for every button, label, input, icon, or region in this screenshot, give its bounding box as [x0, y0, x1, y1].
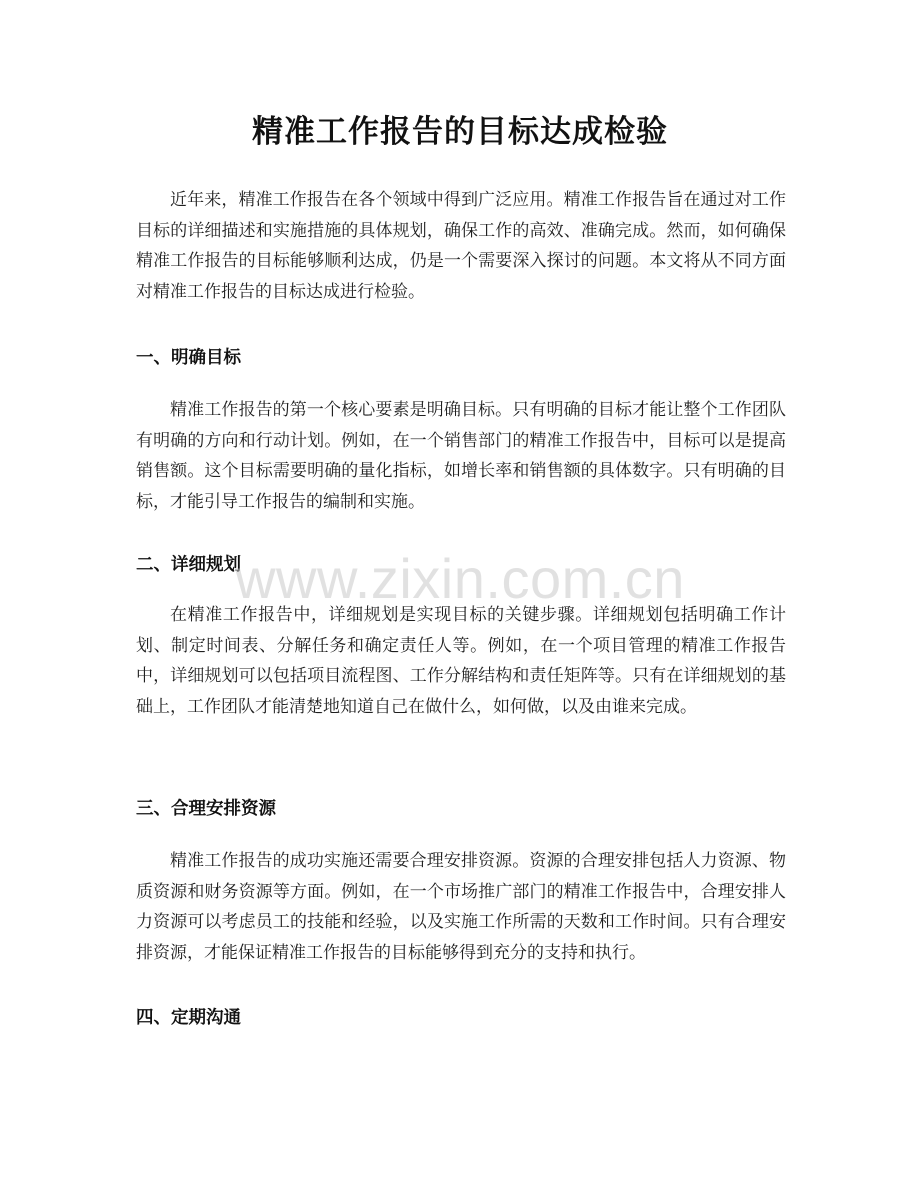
document-title: 精准工作报告的目标达成检验	[252, 114, 668, 150]
section-heading-2: 二、详细规划	[136, 555, 241, 575]
watermark: www.zixin.com.cn	[235, 547, 685, 610]
section-body-3: 精准工作报告的成功实施还需要合理安排资源。资源的合理安排包括人力资源、物质资源和财务资源等方面。例如，在一个市场推广部门的精准工作报告中，合理安排人力资源可以考虑员工的技能和经验，以及实施工作所需的天数和工作时间。只有合理安排资源，才能保证精准工作报告的目标能够得到充分的支持和执行。	[136, 851, 786, 963]
intro-paragraph: 近年来，精准工作报告在各个领域中得到广泛应用。精准工作报告旨在通过对工作目标的详细描述和实施措施的具体规划，确保工作的高效、准确完成。然而，如何确保精准工作报告的目标能够顺利达成，仍是一个需要深入探讨的问题。本文将从不同方面对精准工作报告的目标达成进行检验。	[136, 190, 786, 302]
section-body-1: 精准工作报告的第一个核心要素是明确目标。只有明确的目标才能让整个工作团队有明确的方向和行动计划。例如，在一个销售部门的精准工作报告中，目标可以是提高销售额。这个目标需要明确的量化指标，如增长率和销售额的具体数字。只有明确的目标，才能引导工作报告的编制和实施。	[136, 400, 786, 512]
section-heading-3: 三、合理安排资源	[136, 799, 276, 819]
section-heading-4: 四、定期沟通	[136, 1008, 241, 1028]
section-heading-1: 一、明确目标	[136, 348, 241, 368]
section-body-2: 在精准工作报告中，详细规划是实现目标的关键步骤。详细规划包括明确工作计划、制定时间表、分解任务和确定责任人等。例如，在一个项目管理的精准工作报告中，详细规划可以包括项目流程图、工作分解结构和责任矩阵等。只有在详细规划的基础上，工作团队才能清楚地知道自己在做什么，如何做，以及由谁来完成。	[136, 605, 786, 717]
